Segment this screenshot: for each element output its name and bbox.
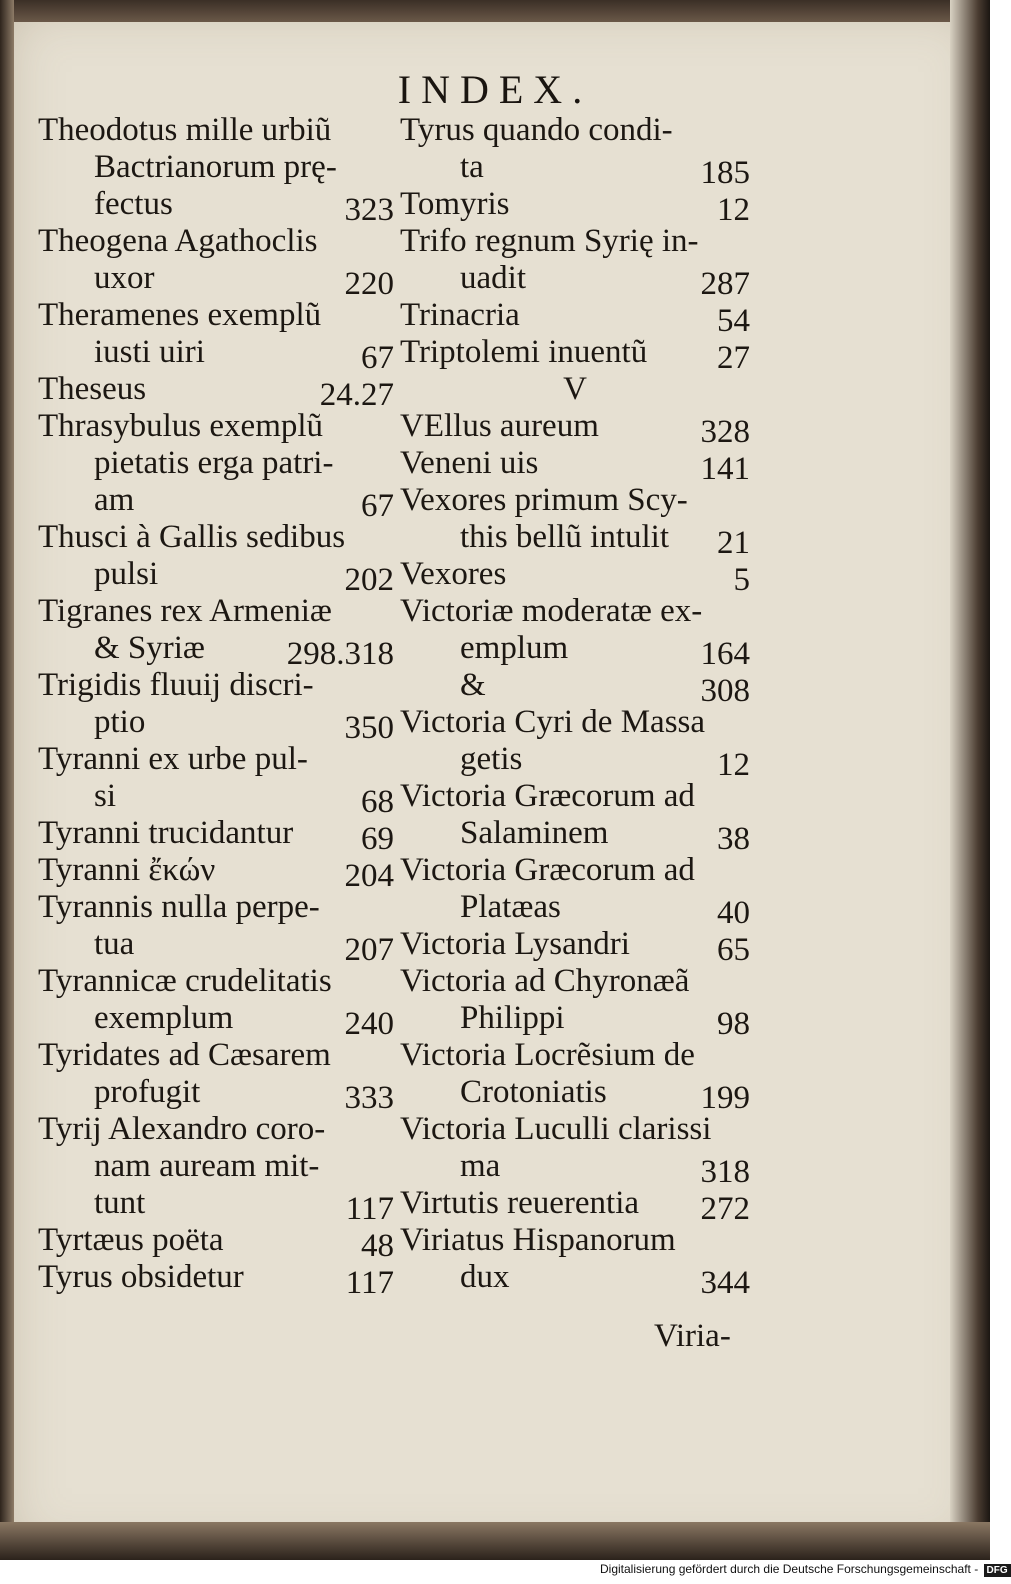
page-number: 40 <box>717 895 750 931</box>
catchword: Viria- <box>654 1318 731 1354</box>
entry-text: Viriatus Hispanorum <box>400 1222 676 1258</box>
entry-text: am <box>94 482 135 518</box>
index-entry <box>38 1111 394 1227</box>
entry-text: Trigidis fluuij discri- <box>38 667 314 703</box>
section-letter: V <box>563 371 587 407</box>
index-entry <box>38 519 394 598</box>
page-number: 298.318 <box>286 636 394 672</box>
entry-text: this bellũ intulit <box>460 519 670 555</box>
page-number: 12 <box>717 747 750 783</box>
entry-text: pietatis erga patri- <box>94 445 334 481</box>
entry-text: uadit <box>460 260 526 296</box>
index-entry <box>400 1111 750 1190</box>
index-entry <box>38 1259 394 1301</box>
page-number: 240 <box>344 1006 394 1042</box>
page-number: 68 <box>361 784 394 820</box>
entry-text: Bactrianorum prę- <box>94 149 337 185</box>
page-number: 12 <box>717 192 750 228</box>
entry-text: Tyrannicæ crudelitatis <box>38 963 332 999</box>
entry-text: Tyrus quando condi- <box>400 112 673 148</box>
entry-text: tua <box>94 926 135 962</box>
entry-text: Tigranes rex Armeniæ <box>38 593 332 629</box>
page-number: 67 <box>361 340 394 376</box>
entry-text: exemplum <box>94 1000 234 1036</box>
page-number: 220 <box>344 266 394 302</box>
entry-text: Tyrannis nulla perpe- <box>38 889 320 925</box>
page-number: 27 <box>717 340 750 376</box>
page-number: 164 <box>700 636 750 672</box>
entry-text: VEllus aureum <box>400 408 599 444</box>
entry-text: Tyranni ex urbe pul- <box>38 741 308 777</box>
entry-text: ta <box>460 149 484 185</box>
entry-text: Thrasybulus exemplũ <box>38 408 324 444</box>
page-number: 141 <box>700 451 750 487</box>
page-number: 38 <box>717 821 750 857</box>
entry-text: tunt <box>94 1185 146 1221</box>
entry-text: Victoria ad Chyronæã <box>400 963 690 999</box>
entry-text: Tyrtæus poëta <box>38 1222 224 1258</box>
entry-text: Vexores primum Scy- <box>400 482 688 518</box>
entry-text: Triptolemi inuentũ <box>400 334 648 370</box>
entry-text: iusti uiri <box>94 334 205 370</box>
entry-text: Salaminem <box>460 815 609 851</box>
index-entry <box>400 445 750 487</box>
index-entry <box>400 334 750 376</box>
index-entry <box>400 704 750 783</box>
page-number: 350 <box>344 710 394 746</box>
page-number: 54 <box>717 303 750 339</box>
entry-text: Vexores <box>400 556 507 592</box>
index-column-left <box>38 112 394 1301</box>
page-number: 199 <box>700 1080 750 1116</box>
entry-text: Trifo regnum Syrię in- <box>400 223 699 259</box>
entry-text: Trinacria <box>400 297 520 333</box>
page-number: 207 <box>344 932 394 968</box>
page-number: 24.27 <box>319 377 394 413</box>
entry-text: Victoria Lysandri <box>400 926 630 962</box>
entry-text: Victoria Græcorum ad <box>400 778 695 814</box>
page-number: 344 <box>700 1265 750 1301</box>
index-entry <box>38 889 394 968</box>
entry-text: ma <box>460 1148 501 1184</box>
entry-text: Victoriæ moderatæ ex- <box>400 593 703 629</box>
page-number: 98 <box>717 1006 750 1042</box>
page-edge-top <box>0 0 990 22</box>
index-entry <box>400 593 750 672</box>
index-entry <box>38 408 394 524</box>
index-entry <box>400 963 750 1042</box>
page-number: 48 <box>361 1228 394 1264</box>
page-edge-bottom <box>0 1522 990 1560</box>
index-entry <box>38 112 394 228</box>
page-number: 185 <box>700 155 750 191</box>
entry-text: fectus <box>94 186 173 222</box>
entry-text: profugit <box>94 1074 201 1110</box>
entry-text: Victoria Græcorum ad <box>400 852 695 888</box>
page-number: 287 <box>700 266 750 302</box>
entry-text: uxor <box>94 260 155 296</box>
index-entry <box>400 408 750 450</box>
page-number: 328 <box>700 414 750 450</box>
index-entry <box>400 1185 750 1227</box>
page-number: 5 <box>733 562 750 598</box>
index-entry <box>38 371 394 413</box>
footer-text: Digitalisierung gefördert durch die Deutsche Forschungsgemeinschaft - <box>600 1562 979 1576</box>
entry-text: pulsi <box>94 556 159 592</box>
page-number: 67 <box>361 488 394 524</box>
index-column-right <box>400 112 750 1301</box>
index-entry <box>400 852 750 931</box>
index-entry <box>400 112 750 191</box>
index-entry <box>400 223 750 302</box>
page-number: 323 <box>344 192 394 228</box>
entry-text: dux <box>460 1259 510 1295</box>
entry-text: Theogena Agathoclis <box>38 223 318 259</box>
entry-text: Platæas <box>460 889 561 925</box>
entry-text: Tyridates ad Cæsarem <box>38 1037 331 1073</box>
entry-text: getis <box>460 741 523 777</box>
page-edge-left <box>0 0 14 1560</box>
entry-text: Tyrij Alexandro coro- <box>38 1111 326 1147</box>
entry-text: ptio <box>94 704 146 740</box>
index-entry <box>400 297 750 339</box>
page-number: 69 <box>361 821 394 857</box>
page-number: 333 <box>344 1080 394 1116</box>
entry-text: Virtutis reuerentia <box>400 1185 640 1221</box>
page-number: 318 <box>700 1154 750 1190</box>
page-edge-right <box>950 0 990 1560</box>
entry-text: Thusci à Gallis sedibus <box>38 519 346 555</box>
index-entry <box>38 741 394 820</box>
entry-text: Tyrus obsidetur <box>38 1259 244 1295</box>
entry-text: emplum <box>460 630 569 666</box>
index-entry <box>400 926 750 968</box>
index-entry <box>38 1037 394 1116</box>
entry-text: & <box>460 667 486 703</box>
entry-text: Victoria Locrẽsium de <box>400 1037 695 1073</box>
entry-text: Victoria Luculli clarissi <box>400 1111 712 1147</box>
entry-text: Crotoniatis <box>460 1074 607 1110</box>
index-entry <box>38 593 394 672</box>
index-entry <box>38 297 394 376</box>
index-entry <box>400 482 750 561</box>
index-entry <box>400 778 750 857</box>
dfg-logo: DFG <box>984 1564 1011 1577</box>
entry-text: nam auream mit- <box>94 1148 320 1184</box>
page-number: 202 <box>344 562 394 598</box>
index-entry <box>400 1037 750 1116</box>
index-entry <box>38 815 394 857</box>
entry-text: & Syriæ <box>94 630 205 666</box>
index-entry <box>400 1222 750 1301</box>
entry-text: Victoria Cyri de Massa <box>400 704 706 740</box>
funding-footer <box>600 1562 1008 1584</box>
page-number: 117 <box>345 1191 394 1227</box>
index-entry <box>400 186 750 228</box>
entry-text: Veneni uis <box>400 445 539 481</box>
page-number: 117 <box>345 1265 394 1301</box>
page-title: INDEX. <box>397 67 593 112</box>
index-entry <box>38 667 394 746</box>
index-entry <box>400 667 750 709</box>
index-entry <box>400 371 750 408</box>
entry-text: Theodotus mille urbiũ <box>38 112 332 148</box>
entry-text: si <box>94 778 117 814</box>
entry-text: Tyranni trucidantur <box>38 815 294 851</box>
entry-text: Tomyris <box>400 186 510 222</box>
entry-text: Philippi <box>460 1000 565 1036</box>
page-number: 272 <box>700 1191 750 1227</box>
entry-text: Theseus <box>38 371 147 407</box>
entry-text: Tyranni ἔκών <box>38 852 216 888</box>
page-number: 65 <box>717 932 750 968</box>
index-entry <box>38 852 394 894</box>
index-entry <box>400 556 750 598</box>
index-entry <box>38 1222 394 1264</box>
index-entry <box>38 223 394 302</box>
page-number: 21 <box>717 525 750 561</box>
index-entry <box>38 963 394 1042</box>
page-number: 308 <box>700 673 750 709</box>
entry-text: Theramenes exemplũ <box>38 297 322 333</box>
page-number: 204 <box>344 858 394 894</box>
